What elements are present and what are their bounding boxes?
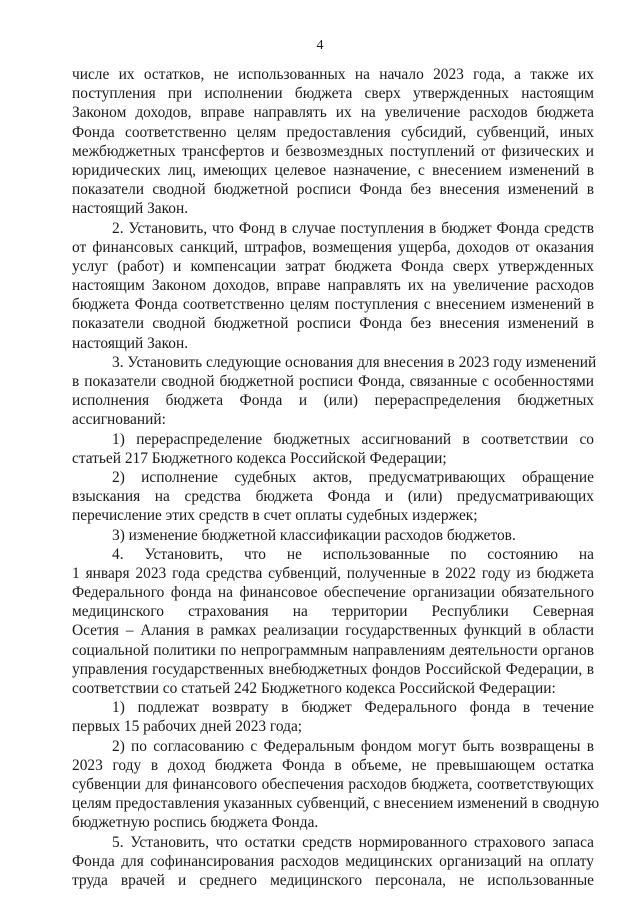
text-line: статьей 217 Бюджетного кодекса Российской Федерации; (72, 449, 447, 467)
text-line: социальной политики по непрограммным направлениям деятельности органов (72, 641, 594, 659)
text-line: настоящий Закон. (72, 200, 189, 218)
text-line: числе их остатков, не использованных на начало 2023 года, а также их (72, 66, 594, 83)
text-line: соответствии со статьей 242 Бюджетного кодекса Российской Федерации: (72, 680, 556, 697)
text-line: Осетия – Алания в рамках реализации государственных функций в области (72, 622, 594, 640)
text-line: поступления при исполнении бюджета сверх утвержденных настоящим (72, 85, 594, 103)
text-line: 3) изменение бюджетной классификации расходов бюджетов. (112, 526, 516, 544)
text-line: 2) по согласованию с Федеральным фондом могут быть возвращены в (112, 737, 594, 755)
text-line: 3. Установить следующие основания для внесения в 2023 году изменений (112, 353, 597, 371)
text-line: 1) подлежат возврату в бюджет Федерального фонда в течение (112, 699, 594, 717)
text-line: труда врачей и среднего медицинского персонала, не использованные (72, 871, 594, 889)
text-line: Законом доходов, вправе направлять их на увеличение расходов бюджета (72, 104, 594, 122)
text-line: ассигнований: (72, 411, 166, 429)
text-line: бюджета Фонда соответственно целям поступления с внесением изменений в (72, 296, 594, 314)
text-line: исполнения бюджета Фонда и (или) перераспределения бюджетных (72, 392, 594, 410)
text-line: субвенции для финансового обеспечения расходов бюджета, соответствующих (72, 775, 594, 793)
text-line: взыскания на средства бюджета Фонда и (или) предусматривающих (72, 488, 594, 506)
text-line: в показатели сводной бюджетной росписи Фонда, связанные с особенностями (72, 373, 594, 390)
text-line: 2023 году в доход бюджета Фонда в объеме, не превышающем остатка (72, 756, 594, 774)
text-line: настоящим Законом доходов, вправе направлять их на увеличение расходов (72, 277, 594, 295)
page-number: 4 (316, 38, 324, 53)
text-line: 1 января 2023 года средства субвенций, полученные в 2022 году из бюджета (72, 564, 594, 582)
text-line: 4. Установить, что не использованные по состоянию на (112, 545, 594, 563)
text-line: от финансовых санкций, штрафов, возмещения ущерба, доходов от оказания (72, 238, 594, 256)
text-line: 5. Установить, что остатки средств нормированного страхового запаса (112, 833, 594, 851)
text-line: целям предоставления указанных субвенций, с внесением изменений в сводную (72, 795, 600, 813)
text-line: услуг (работ) и компенсации затрат бюджета Фонда сверх утвержденных (72, 257, 594, 275)
text-line: Фонда для софинансирования расходов медицинских организаций на оплату (72, 852, 594, 870)
text-line: показатели сводной бюджетной росписи Фонда без внесения изменений в (72, 181, 594, 199)
text-line: управления государственных внебюджетных фондов Российской Федерации, в (72, 660, 594, 678)
text-line: настоящий Закон. (72, 334, 189, 352)
text-line: Федерального фонда на финансовое обеспечение организации обязательного (72, 584, 594, 602)
text-line: бюджетную роспись бюджета Фонда. (72, 814, 319, 832)
text-line: медицинского страхования на территории Республики Северная (72, 603, 594, 621)
text-line: Фонда соответственно целям предоставления субсидий, субвенций, иных (72, 123, 594, 141)
text-line: 2) исполнение судебных актов, предусматривающих обращение (112, 468, 594, 486)
text-line: юридических лиц, имеющих целевое назначение, с внесением изменений в (72, 161, 594, 179)
text-line: первых 15 рабочих дней 2023 года; (72, 718, 303, 736)
text-line: 1) перераспределение бюджетных ассигнований в соответствии со (112, 430, 594, 448)
document-body (72, 65, 600, 890)
text-line: межбюджетных трансфертов и безвозмездных поступлений от физических и (72, 142, 594, 160)
text-line: 2. Установить, что Фонд в случае поступления в бюджет Фонда средств (112, 219, 594, 237)
text-line: показатели сводной бюджетной росписи Фонда без внесения изменений в (72, 315, 594, 333)
text-line: перечисление этих средств в счет оплаты судебных издержек; (72, 507, 478, 525)
